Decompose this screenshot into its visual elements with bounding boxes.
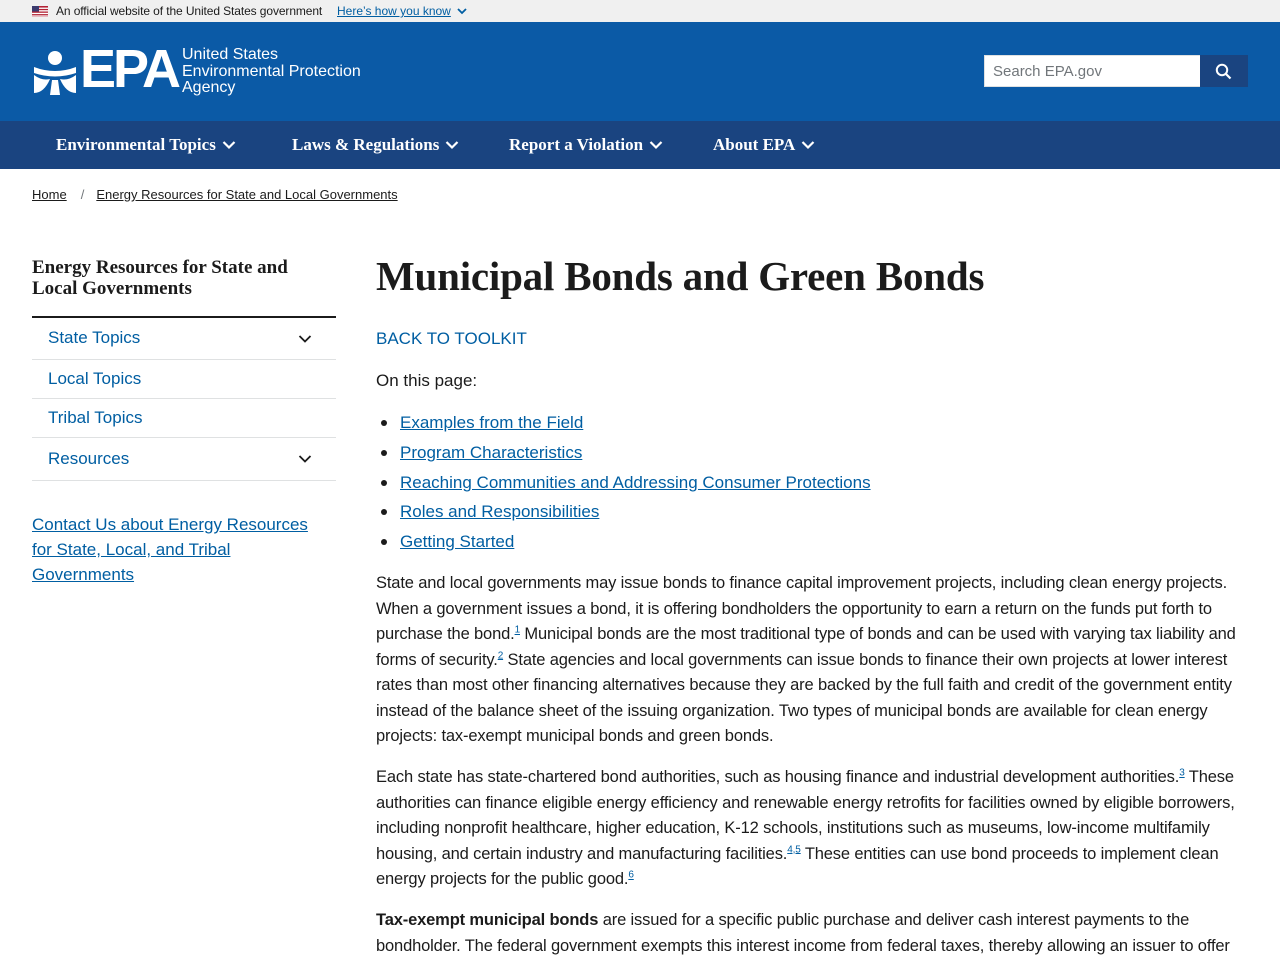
footnote-link[interactable]: 2: [497, 650, 504, 661]
chevron-down-icon: [445, 140, 459, 150]
paragraph-text: are issued for a specific public purchase and deliver cash interest payments to the bondholder. The federal government exempts this interest income from federal taxes, thereby allowing an issuer to offer: [376, 911, 1230, 955]
gov-banner-text: An official website of the United States government: [56, 4, 323, 18]
nav-label: Environmental Topics: [56, 135, 216, 154]
list-item: [400, 411, 871, 441]
contact-us-link[interactable]: Contact Us about Energy Resources for State, Local, and Tribal Governments: [32, 515, 308, 584]
nav-laws-regulations[interactable]: [292, 121, 459, 169]
agency-line: United States: [182, 46, 279, 63]
nav-report-violation[interactable]: [509, 121, 663, 169]
toc-link-examples[interactable]: Examples from the Field: [400, 413, 584, 432]
breadcrumb-separator: /: [80, 187, 85, 202]
breadcrumb: [32, 187, 398, 202]
sidebar-item-label: Tribal Topics: [48, 408, 143, 427]
on-this-page-list: [400, 411, 871, 560]
sidebar-item-state-topics[interactable]: [32, 318, 336, 360]
back-to-toolkit-link[interactable]: BACK TO TOOLKIT: [376, 329, 527, 348]
main-nav: [0, 121, 1280, 169]
paragraph-text: These authorities can finance eligible energy efficiency and renewable energy retrofits for facilities owned by eligible borrowers, including nonprofit healthcare, higher education, K-12 schools, institutions such as museums, low-income multifamily housing, and certain industry and manufacturing facilities.: [376, 768, 1235, 863]
sidebar-item-label: Resources: [48, 449, 130, 468]
footnote-link[interactable]: 4,5: [787, 844, 801, 855]
sidebar-title: Energy Resources for State and Local Governments: [32, 257, 288, 299]
how-you-know-link[interactable]: Here’s how you know: [337, 4, 451, 18]
sidebar-item-tribal-topics[interactable]: [32, 399, 336, 438]
sidebar-item-resources[interactable]: [32, 438, 336, 481]
nav-label: About EPA: [713, 135, 796, 154]
list-item: [400, 500, 871, 530]
paragraph-text: Each state has state-chartered bond authorities, such as housing finance and industrial development authorities.: [376, 768, 1180, 786]
list-item: [400, 471, 871, 501]
sidebar-item-label: Local Topics: [48, 369, 142, 388]
agency-line: Environmental Protection: [182, 62, 361, 80]
paragraph-bold-term: Tax-exempt municipal bonds: [376, 911, 599, 929]
list-item: [400, 441, 871, 471]
sidebar-nav: [32, 316, 336, 481]
footnote-link[interactable]: 1: [514, 624, 520, 636]
paragraph-text: These entities can use bond proceeds to implement clean energy projects for the public good.: [376, 844, 1219, 888]
epa-logo[interactable]: [32, 39, 382, 99]
nav-environmental-topics[interactable]: [56, 121, 236, 169]
gov-banner: [0, 0, 1280, 22]
footnote-link[interactable]: 3: [1179, 767, 1185, 779]
search-button[interactable]: [1200, 55, 1248, 87]
intro-paragraph: [376, 571, 1248, 750]
epa-logo-text: EPA: [80, 39, 179, 99]
search-input[interactable]: [984, 55, 1201, 87]
bond-authorities-paragraph: [376, 765, 1248, 893]
agency-name: [182, 47, 361, 97]
us-flag-icon: [32, 6, 48, 17]
epa-flower-logo-icon: [32, 49, 78, 95]
breadcrumb-current[interactable]: Energy Resources for State and Local Governments: [96, 187, 398, 202]
chevron-down-icon: [649, 140, 663, 150]
footnote-link[interactable]: 6: [628, 869, 634, 881]
breadcrumb-home[interactable]: Home: [32, 187, 67, 202]
sidebar-item-label: State Topics: [48, 328, 141, 347]
chevron-down-icon[interactable]: [457, 7, 467, 15]
chevron-down-icon: [801, 140, 815, 150]
on-this-page-label: On this page:: [376, 371, 478, 390]
paragraph-text: Municipal bonds are the most traditional type of bonds and can be used with varying tax liability and forms of security.: [376, 625, 1236, 669]
page-title: Municipal Bonds and Green Bonds: [376, 253, 985, 299]
list-item: [400, 530, 871, 560]
nav-label: Laws & Regulations: [292, 135, 440, 154]
nav-about-epa[interactable]: [713, 121, 815, 169]
sidebar-item-local-topics[interactable]: [32, 360, 336, 399]
site-search: [984, 55, 1248, 87]
toc-link-getting-started[interactable]: Getting Started: [400, 532, 515, 552]
site-header: [0, 22, 1280, 121]
paragraph-text: State agencies and local governments can issue bonds to finance their own projects at lower interest rates than most other financing alternatives because they are backed by the full faith and credit of the government entity instead of the balance sheet of the issuing organization. Two types of municipal bonds are available for clean energy projects: tax-exempt municipal bonds and green bonds.: [376, 650, 1232, 745]
toc-link-program-characteristics[interactable]: Program Characteristics: [400, 442, 583, 462]
tax-exempt-paragraph: [376, 908, 1248, 959]
chevron-down-icon[interactable]: [298, 334, 312, 344]
nav-label: Report a Violation: [509, 135, 644, 154]
chevron-down-icon[interactable]: [298, 454, 312, 464]
paragraph-text: State and local governments may issue bonds to finance capital improvement projects, including clean energy projects. When a government issues a bond, it is offering bondholders the opportunity to earn a return on the funds put forth to purchase the bond.: [376, 574, 1228, 643]
chevron-down-icon: [222, 140, 236, 150]
search-icon: [1215, 63, 1232, 80]
toc-link-roles[interactable]: Roles and Responsibilities: [400, 502, 600, 522]
agency-line: Agency: [182, 79, 236, 96]
toc-link-reaching-communities[interactable]: Reaching Communities and Addressing Consumer Protections: [400, 472, 871, 492]
